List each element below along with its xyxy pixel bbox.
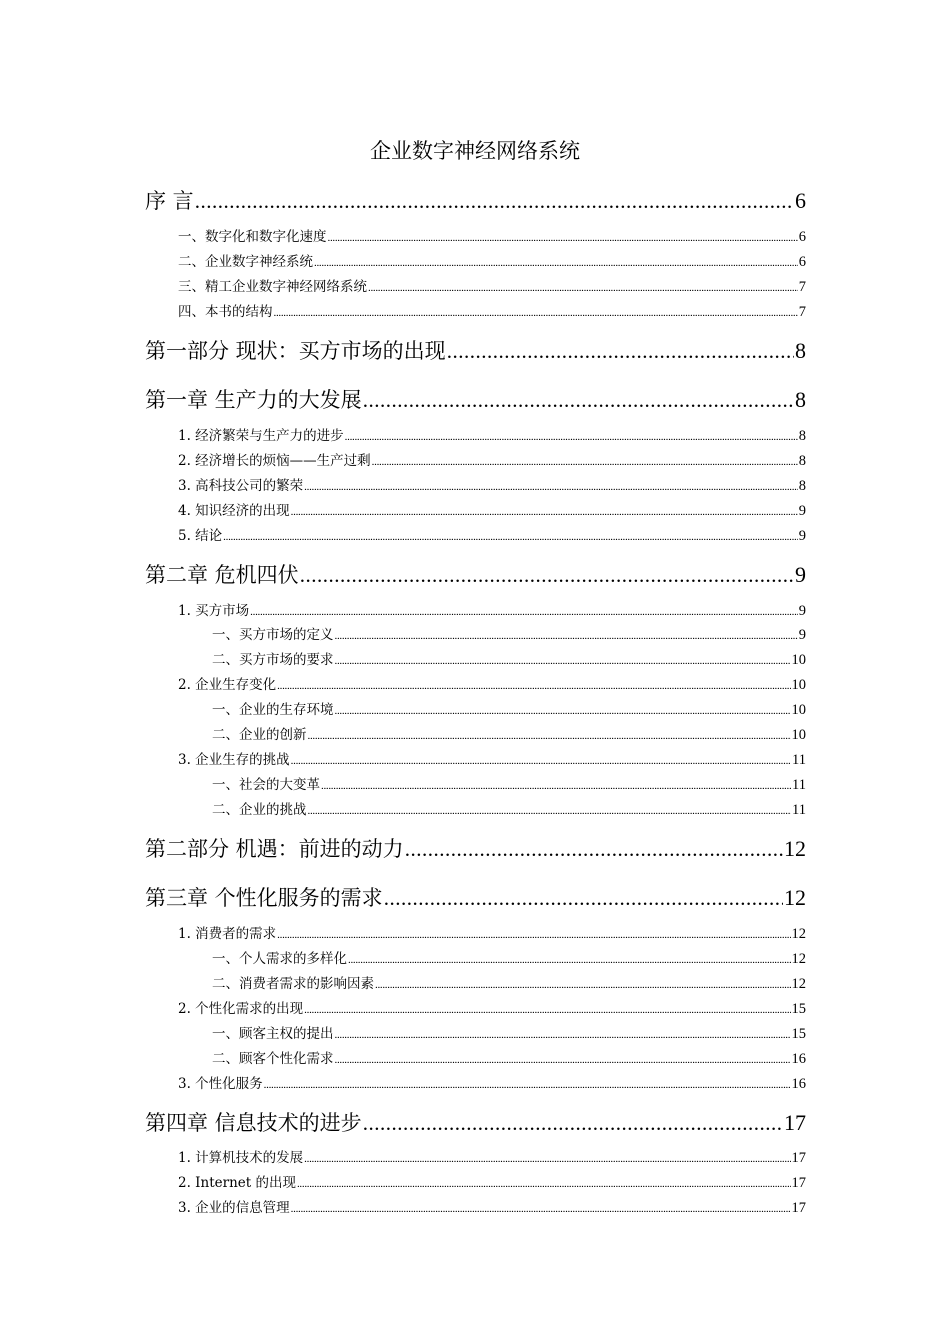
toc-leader-dots	[345, 426, 798, 447]
toc-page-number: 9	[798, 503, 806, 519]
toc-leader-dots	[277, 675, 790, 696]
toc-leader-dots	[335, 1049, 791, 1070]
toc-entry	[212, 649, 806, 671]
toc-leader-dots	[277, 924, 790, 945]
toc-leader-dots	[274, 302, 798, 323]
toc-entry-label: 一、社会的大变革	[212, 777, 320, 793]
toc-page-number: 8	[798, 428, 806, 444]
toc-leader-dots	[308, 800, 792, 821]
toc-entry-label: 二、顾客个性化需求	[212, 1051, 334, 1067]
toc-heading	[145, 883, 806, 913]
toc-entry	[212, 1048, 806, 1070]
toc-heading	[145, 385, 806, 415]
toc-page-number: 12	[791, 976, 806, 992]
toc-entry-label: 第一章 生产力的大发展	[145, 388, 362, 412]
toc-leader-dots	[363, 385, 794, 415]
toc-entry-label: 第一部分 现状：买方市场的出现	[145, 339, 446, 363]
toc-page-number: 6	[798, 229, 806, 245]
toc-entry	[178, 749, 806, 771]
toc-entry-label: 3. 高科技公司的繁荣	[178, 478, 304, 494]
toc-entry	[178, 475, 806, 497]
toc-page-number: 10	[791, 727, 806, 743]
toc-page-number: 17	[791, 1200, 806, 1216]
toc-heading	[145, 1108, 806, 1138]
toc-page-number: 6	[798, 254, 806, 270]
toc-entry	[212, 1023, 806, 1045]
toc-entry-label: 第二部分 机遇：前进的动力	[145, 837, 404, 861]
toc-entry	[212, 699, 806, 721]
toc-leader-dots	[335, 1024, 791, 1045]
toc-entry-label: 二、企业的挑战	[212, 802, 307, 818]
toc-page-number: 16	[791, 1051, 806, 1067]
toc-entry	[178, 425, 806, 447]
toc-page-number: 11	[792, 802, 806, 818]
toc-leader-dots	[291, 1198, 791, 1219]
toc-entry-label: 第四章 信息技术的进步	[145, 1111, 362, 1135]
toc-leader-dots	[304, 999, 790, 1020]
toc-leader-dots	[384, 883, 783, 913]
toc-entry-label: 3. 企业生存的挑战	[178, 752, 290, 768]
toc-entry-label: 第三章 个性化服务的需求	[145, 886, 383, 910]
toc-page-number: 10	[791, 702, 806, 718]
toc-leader-dots	[291, 750, 791, 771]
toc-leader-dots	[335, 700, 791, 721]
toc-entry-label: 四、本书的结构	[178, 304, 273, 320]
toc-heading	[145, 336, 806, 366]
toc-page-number: 8	[798, 453, 806, 469]
toc-leader-dots	[328, 227, 798, 248]
toc-page-number: 9	[798, 528, 806, 544]
toc-leader-dots	[223, 526, 798, 547]
toc-page-number: 17	[791, 1150, 806, 1166]
toc-leader-dots	[375, 974, 791, 995]
toc-leader-dots	[447, 336, 794, 366]
toc-entry	[178, 1172, 806, 1194]
toc-page-number: 16	[791, 1076, 806, 1092]
toc-leader-dots	[297, 1173, 791, 1194]
toc-leader-dots	[250, 601, 798, 622]
toc-leader-dots	[195, 186, 794, 216]
toc-page-number: 12	[791, 926, 806, 942]
toc-page-number: 12	[784, 836, 806, 861]
toc-entry-label: 三、精工企业数字神经网络系统	[178, 279, 367, 295]
toc-heading	[145, 834, 806, 864]
toc-leader-dots	[363, 1108, 783, 1138]
toc-leader-dots	[264, 1074, 791, 1095]
toc-entry-label: 一、企业的生存环境	[212, 702, 334, 718]
toc-page-number: 15	[791, 1026, 806, 1042]
toc-entry-label: 二、买方市场的要求	[212, 652, 334, 668]
toc-entry-label: 一、个人需求的多样化	[212, 951, 347, 967]
toc-entry-label: 二、消费者需求的影响因素	[212, 976, 374, 992]
toc-entry-label: 5. 结论	[178, 528, 223, 544]
toc-entry	[178, 674, 806, 696]
toc-entry	[178, 301, 806, 323]
toc-page-number: 17	[784, 1110, 806, 1135]
toc-page-number: 8	[795, 387, 806, 412]
toc-leader-dots	[321, 775, 791, 796]
toc-page-number: 7	[798, 304, 806, 320]
toc-entry	[212, 973, 806, 995]
toc-entry	[178, 923, 806, 945]
toc-page-number: 6	[795, 188, 806, 213]
toc-page-number: 10	[791, 677, 806, 693]
toc-leader-dots	[372, 451, 798, 472]
toc-page-number: 15	[791, 1001, 806, 1017]
toc-page-number: 11	[792, 777, 806, 793]
toc-leader-dots	[300, 560, 794, 590]
toc-entry	[178, 450, 806, 472]
toc-entry-label: 2. Internet 的出现	[178, 1175, 296, 1191]
toc-leader-dots	[304, 1148, 790, 1169]
toc-entry-label: 3. 个性化服务	[178, 1076, 263, 1092]
toc-page-number: 17	[791, 1175, 806, 1191]
toc-entry-label: 3. 企业的信息管理	[178, 1200, 290, 1216]
toc-page-number: 9	[798, 627, 806, 643]
toc-entry	[178, 600, 806, 622]
toc-entry-label: 一、数字化和数字化速度	[178, 229, 327, 245]
toc-heading	[145, 560, 806, 590]
toc-leader-dots	[335, 625, 798, 646]
toc-entry	[178, 1147, 806, 1169]
toc-entry	[178, 500, 806, 522]
toc-entry-label: 一、顾客主权的提出	[212, 1026, 334, 1042]
toc-leader-dots	[348, 949, 791, 970]
toc-entry	[212, 948, 806, 970]
toc-leader-dots	[335, 650, 791, 671]
toc-entry	[212, 799, 806, 821]
toc-leader-dots	[291, 501, 798, 522]
toc-entry	[212, 724, 806, 746]
toc-page-number: 10	[791, 652, 806, 668]
toc-entry-label: 1. 买方市场	[178, 603, 250, 619]
toc-entry	[178, 251, 806, 273]
toc-entry-label: 二、企业数字神经系统	[178, 254, 313, 270]
toc-entry-label: 二、企业的创新	[212, 727, 307, 743]
toc-page-number: 12	[784, 885, 806, 910]
toc-entry-label: 第二章 危机四伏	[145, 563, 299, 587]
toc-leader-dots	[368, 277, 798, 298]
toc-entry	[178, 226, 806, 248]
toc-leader-dots	[308, 725, 791, 746]
toc-entry-label: 序 言	[145, 189, 194, 213]
toc-page-number: 7	[798, 279, 806, 295]
toc-entry	[212, 624, 806, 646]
toc-entry-label: 1. 消费者的需求	[178, 926, 277, 942]
toc-page-number: 8	[798, 478, 806, 494]
toc-page-number: 9	[798, 603, 806, 619]
toc-page-number: 9	[795, 562, 806, 587]
document-title: 企业数字神经网络系统	[370, 139, 580, 163]
toc-entry	[178, 276, 806, 298]
toc-leader-dots	[314, 252, 798, 273]
toc-entry-label: 2. 经济增长的烦恼——生产过剩	[178, 453, 371, 469]
toc-entry-label: 2. 企业生存变化	[178, 677, 277, 693]
toc-entry	[212, 774, 806, 796]
toc-leader-dots	[304, 476, 798, 497]
toc-page-number: 12	[791, 951, 806, 967]
toc-entry	[178, 1197, 806, 1219]
toc-leader-dots	[405, 834, 783, 864]
toc-page-number: 8	[795, 338, 806, 363]
toc-entry	[178, 998, 806, 1020]
toc-entry	[178, 525, 806, 547]
toc-heading	[145, 186, 806, 216]
toc-entry-label: 一、买方市场的定义	[212, 627, 334, 643]
toc-entry-label: 2. 个性化需求的出现	[178, 1001, 304, 1017]
toc-entry	[178, 1073, 806, 1095]
toc-page-number: 11	[792, 752, 806, 768]
toc-entry-label: 1. 计算机技术的发展	[178, 1150, 304, 1166]
toc-entry-label: 4. 知识经济的出现	[178, 503, 290, 519]
toc-entry-label: 1. 经济繁荣与生产力的进步	[178, 428, 344, 444]
